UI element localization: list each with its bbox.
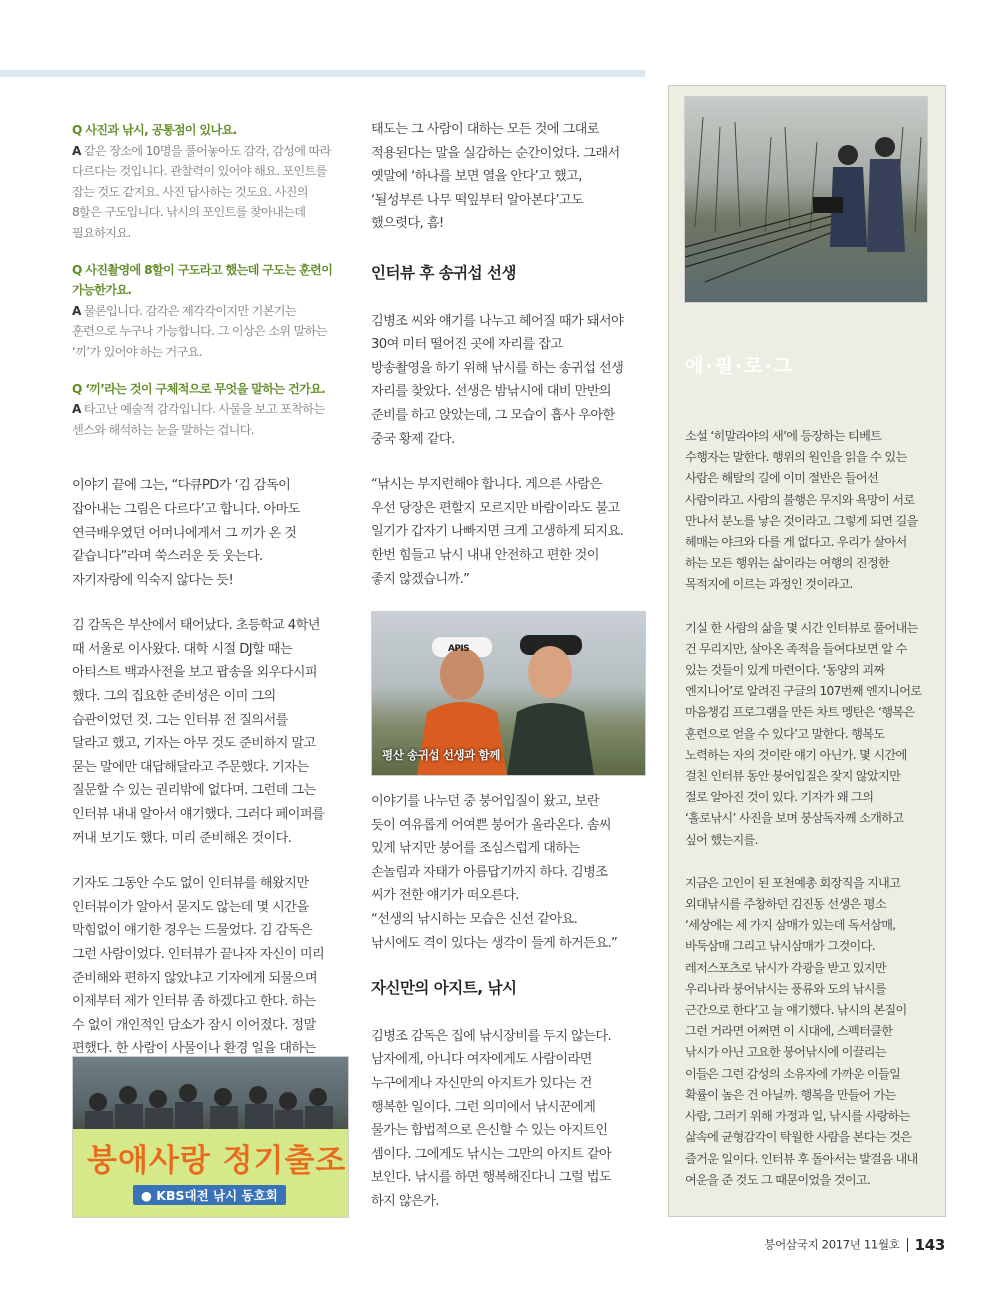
body-paragraph: “낚시는 부지런해야 합니다. 게으른 사람은 우선 당장은 편할지 모르지만 바람이라도 불고 일기가 갑자기 나빠지면 크게 고생하게 되지요. 한번 힘들고 낚시 내내 안전하고 편한 것이 좋지 않겠습니까.” — [371, 477, 624, 587]
answer-mark: A — [72, 402, 81, 417]
banner-subtitle — [133, 1185, 286, 1205]
column-2 — [371, 118, 651, 1236]
club-group-photo — [72, 1056, 349, 1218]
question-2: Q 사진촬영에 8할이 구도라고 했는데 구도는 훈련이 가능한가요. — [72, 262, 333, 298]
photo-caption: 평산 송귀섭 선생과 함께 — [382, 747, 500, 762]
epilogue-paragraph: 지금은 고인이 된 포천예총 회장직을 지내고 외대낚시를 주창하던 김진동 선생은 평소 ‘세상에는 세 가지 삼매가 있는데 독서삼매, 바둑삼매 그리고 낚시삼매가 그것이다. 레저스포츠로 낚시가 각광을 받고 있지만 우리나라 붕어낚시는 풍류와 도의 낚시를 근간으로 한다’고 늘 얘기했다. 낚시의 본질이 그런 거라면 어쩌면 이 시대에, 스펙터클한 낚시가 아닌 고요한 붕어낚시에 이끌리는 이들은 그런 감성의 소유자에 가까운 이들일 확률이 높은 건 아닐까. 행복을 만들어 가는 사람, 그러기 위해 가정과 일, 낚시를 사랑하는 삶속에 균형감각이 탁월한 사람을 본다는 것은 즐거운 일이다. 인터뷰 후 돌아서는 발걸음 내내 여운을 준 것도 그 때문이었을 것이고. — [685, 875, 918, 1187]
banner-subtitle-text: KBS대전 낚시 동호회 — [156, 1188, 278, 1203]
cap-logo: APIS — [448, 644, 469, 655]
filming-photo — [684, 96, 928, 303]
qa-block-3 — [72, 379, 352, 441]
body-paragraph: 이야기 끝에 그는, “다큐PD가 ‘김 감독이 잡아내는 그림은 다르다’고 합니다. 아마도 연극배우였던 어머니에게서 그 끼가 온 것 같습니다”라며 쑥스러운 듯 웃는다. 자기자랑에 익숙지 않다는 듯! — [72, 478, 300, 588]
body-paragraph: 김병조 씨와 얘기를 나누고 헤어질 때가 돼서야 30여 미터 떨어진 곳에 자리를 잡고 방송촬영을 하기 위해 낚시를 하는 송귀섭 선생 자리를 찾았다. 선생은 밤낚시에 대비 만반의 준비를 하고 앉았는데, 그 모습이 흡사 우아한 중국 황제 같다. — [371, 313, 624, 447]
qa-block-2 — [72, 260, 352, 363]
epilogue-sidebar — [668, 85, 946, 1217]
answer-mark: A — [72, 143, 81, 158]
kbs-logo-icon: ● — [141, 1188, 152, 1203]
epilogue-title: 에·필·로·그 — [685, 355, 795, 377]
epilogue-text — [685, 426, 933, 1213]
banner-title: 붕애사랑 정기출조 — [87, 1143, 347, 1179]
reeds-camera-illustration — [685, 97, 927, 302]
top-accent-bar — [0, 70, 645, 77]
page-number: 143 — [914, 1236, 945, 1254]
answer-1 — [72, 141, 352, 244]
section-heading: 인터뷰 후 송귀섭 선생 — [371, 263, 516, 282]
question-1: Q 사진과 낚시, 공통점이 있나요. — [72, 123, 237, 137]
epilogue-paragraph: 소설 ‘히말라야의 새’에 등장하는 티베트 수행자는 말한다. 행위의 원인을 읽을 수 있는 사람은 해탈의 길에 이미 절반은 들어선 사람이라고. 사람의 불행은 무지와 욕망이 서로 만나서 분노를 낳은 것이라고. 그렇게 되면 길을 헤매는 야크와 다를 게 없다고. 우리가 살아서 하는 모든 행위는 삶이라는 여행의 진정한 목적지에 이르는 과정인 것이라고. — [685, 429, 918, 592]
question-3: Q ‘끼’라는 것이 구체적으로 무엇을 말하는 건가요. — [72, 381, 326, 396]
body-paragraph: 김병조 감독은 집에 낚시장비를 두지 않는다. 남자에게, 아니다 여자에게도 사람이라면 누구에게나 자신만의 아지트가 있다는 건 행복한 일이다. 그런 의미에서 낚시꾼에게 물가는 합법적으로 은신할 수 있는 아지트인 셈이다. 그에게도 낚시는 그만의 아지트 같아 보인다. 낚시를 하면 행복해진다니 그럴 법도 하지 않은가. — [371, 1028, 612, 1209]
body-paragraph: 김 감독은 부산에서 태어났다. 초등학교 4학년 때 서울로 이사왔다. 대학 시절 DJ할 때는 아티스트 백과사전을 보고 팝송을 외우다시피 했다. 그의 집요한 준비성은 이미 그의 습관이었던 것. 그는 인터뷰 전 질의서를 달라고 했고, 기자는 아무 것도 준비하지 말고 묻는 말에만 대답해달라고 주문했다. 기자는 질문할 수 있는 권리밖에 없다며. 그런데 그는 인터뷰 내내 알아서 얘기했다. 그러다 페이퍼를 꺼내 보기도 했다. 미리 준비해온 것이다. — [72, 618, 325, 846]
interview-photo — [371, 611, 646, 776]
answer-2 — [72, 301, 352, 363]
club-banner — [73, 1129, 348, 1217]
qa-block-1 — [72, 120, 352, 244]
page-footer — [764, 1236, 945, 1254]
answer-1-text: 같은 장소에 10명을 풀어놓아도 감각, 감성에 따라 다르다는 것입니다. 관찰력이 있어야 해요. 포인트를 잡는 것도 같지요. 사진 답사하는 것도요. 사진의 8할은 구도입니다. 낚시의 포인트를 찾아내는데 필요하지요. — [72, 143, 331, 240]
body-paragraph: 기자도 그동안 수도 없이 인터뷰를 해왔지만 인터뷰이가 알아서 묻지도 않는데 몇 시간을 막힘없이 얘기한 경우는 드물었다. 김 감독은 그런 사람이었다. 인터뷰가 끝나자 자신이 미리 준비해와 편하지 않았냐고 기자에게 되물으며 이제부터 제가 인터뷰 좀 하겠다고 한다. 하는 수 없이 개인적인 담소가 잠시 이어졌다. 정말 편했다. 한 사람이 사물이나 환경 일을 대하는 — [72, 876, 325, 1057]
answer-2-text: 물론입니다. 감각은 제각각이지만 기본기는 훈련으로 누구나 가능합니다. 그 이상은 소위 말하는 ‘끼’가 있어야 하는 거구요. — [72, 303, 327, 359]
answer-3 — [72, 399, 352, 440]
column-1 — [72, 120, 352, 1061]
epilogue-paragraph: 기실 한 사람의 삶을 몇 시간 인터뷰로 풀어내는 건 무리지만, 살아온 족적을 들여다보면 알 수 있는 것들이 있게 마련이다. ‘동양의 괴짜 엔지니어’로 알려진 구글의 107번째 엔지니어로 마음챙김 프로그램을 만든 차트 멩탄은 ‘행복은 훈련으로 얻을 수 있다’고 말한다. 행복도 노력하는 자의 것이란 얘기 아닌가. 몇 시간에 걸친 인터뷰 동안 붕어입질은 잦지 않았지만 절로 알아진 것이 있다. 기자가 왜 그의 ‘홀로낚시’ 사진을 보며 붕삼독자께 소개하고 싶어 했는지를. — [685, 620, 922, 847]
section-heading: 자신만의 아지트, 낚시 — [371, 979, 517, 998]
body-paragraph: 이야기를 나누던 중 붕어입질이 왔고, 보란 듯이 여유롭게 어여쁜 붕어가 올라온다. 솜씨 있게 낚지만 붕어를 조심스럽게 대하는 손놀림과 자태가 아름답기까지 하다. 김병조 씨가 전한 얘기가 떠오른다. “선생의 낚시하는 모습은 신선 같아요. 낚시에도 격이 있다는 생각이 들게 하거든요.” — [371, 794, 618, 951]
body-paragraph: 태도는 그 사람이 대하는 모든 것에 그대로 적용된다는 말을 실감하는 순간이었다. 그래서 옛말에 ‘하나를 보면 열을 안다’고 했고, ‘될성부른 나무 떡잎부터 알아본다’고도 했으렷다, 흠! — [371, 122, 620, 232]
answer-3-text: 타고난 예술적 감각입니다. 사물을 보고 포착하는 센스와 해석하는 눈을 말하는 겁니다. — [72, 402, 325, 437]
footer-divider — [907, 1238, 908, 1252]
magazine-issue: 붕어삼국지 2017년 11월호 — [764, 1237, 900, 1252]
answer-mark: A — [72, 303, 81, 318]
